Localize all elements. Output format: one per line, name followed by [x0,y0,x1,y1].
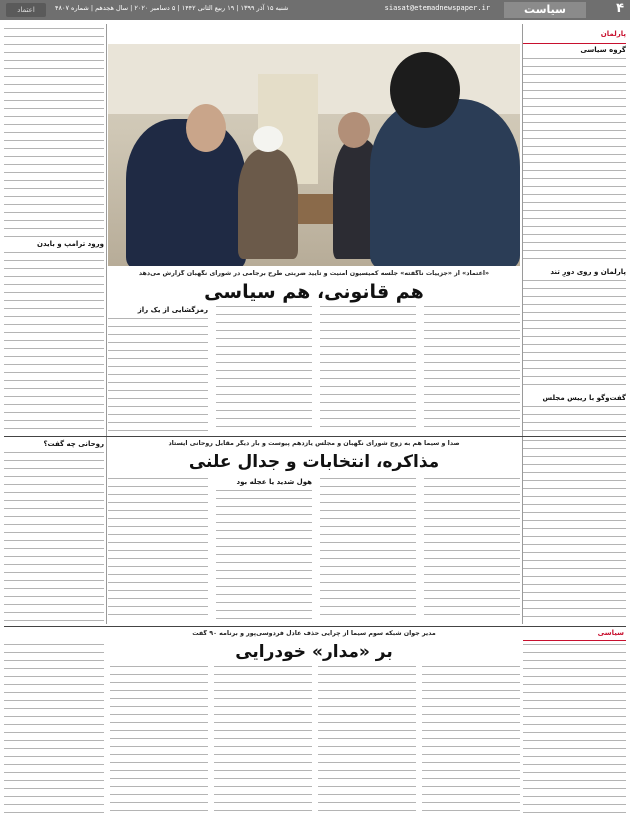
person-cleric-turban [253,126,283,152]
column-rule [106,24,107,624]
second-col-3 [216,490,312,622]
bottom-col-6 [4,644,104,816]
right-column [523,24,626,434]
body-text [4,252,104,434]
second-body [108,478,520,622]
section-divider [4,436,626,437]
bottom-col-1 [523,644,626,816]
kicker: گروه سیاسی [580,46,626,54]
subhead: ورود ترامپ و بایدن [36,240,104,248]
website-email: siasat@etemadnewspaper.ir [384,4,490,12]
section-divider [4,626,626,627]
bottom-headline: بر «مدار» خودرایی [235,642,393,662]
left-column [4,24,104,434]
second-overline: صدا و سیما هم به زوج شورای نگهبان و مجلس یازدهم پیوست و بار دیگر مقابل روحانی ایستاد [168,440,460,447]
lead-headline: هم قانونی، هم سیاسی [204,281,424,303]
body-text [523,440,626,622]
person-center-head [338,112,370,148]
subhead: پارلمان و روی دورِ تند [550,268,626,276]
person-left-head [186,104,226,152]
lead-overline: «اعتماد» از «جزییات ناگفته» جلسه کمیسیون امنیت و تایید ضربتی طرح برجامی در شورای نگهبان گزارش می‌دهد [138,270,490,277]
lead-col-3 [216,306,312,431]
newspaper-logo: اعتماد [6,3,46,17]
lead-col-4 [108,318,208,431]
person-left-suit [126,119,246,266]
body-text [4,452,104,622]
lead-body [108,306,520,431]
divider [523,640,626,641]
subhead: روحانی چه گفت؟ [43,440,104,448]
bottom-col-4 [214,666,312,816]
bottom-overline: مدیر جوان شبکه سوم سیما از چرایی حذف عادل فردوسی‌پور و برنامه ۹۰ گفت [192,630,436,637]
subhead: گفت‌وگو با رییس مجلس [542,394,626,402]
subhead: هول شدید یا عجله بود [236,478,312,486]
divider [523,43,626,44]
lead-photo [108,44,520,266]
page-header [0,0,630,20]
second-headline: مذاکره، انتخابات و جدال علنی [188,452,440,472]
subhead: رمزگشایی از یک راز [137,306,208,314]
date-line: شنبه ۱۵ آذر ۱۳۹۹ | ۱۹ ربیع الثانی ۱۴۴۲ | ۵ دسامبر ۲۰۲۰ | سال هجدهم | شماره ۴۸۰۷ [55,4,289,12]
body-text [523,58,626,266]
second-right-column [523,440,626,622]
lead-col-2 [320,306,416,431]
second-col-4 [108,478,208,622]
body-text [4,28,104,238]
person-cleric [238,149,298,259]
body-text [523,280,626,392]
bottom-col-3 [318,666,416,816]
bottom-body [4,666,626,816]
section-tag: پارلمان [600,30,626,38]
second-col-2 [320,478,416,622]
bottom-section-tag: سیاسی [597,629,624,637]
page-number: ۴ [616,1,624,16]
person-right-back [370,99,520,266]
second-col-1 [424,478,520,622]
bottom-col-2 [422,666,520,816]
second-left-column [4,440,104,622]
section-label: سیاست [504,2,586,18]
person-right-head [390,52,460,128]
body-text [523,406,626,434]
bottom-col-5 [110,666,208,816]
lead-col-1 [424,306,520,431]
